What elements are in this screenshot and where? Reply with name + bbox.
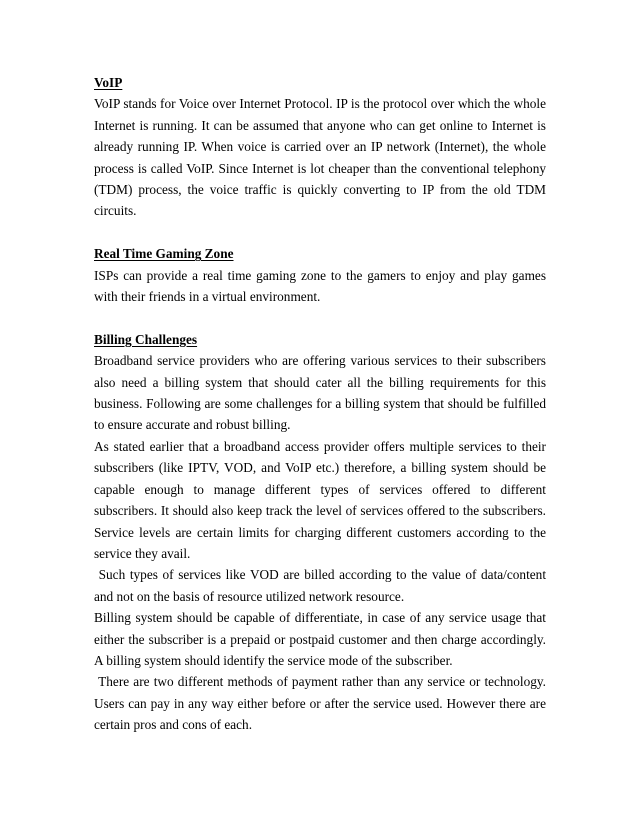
document-page: [94, 72, 550, 736]
section-heading-billing: Billing Challenges: [94, 331, 198, 347]
gaming-zone-paragraph: ISPs can provide a real time gaming zone to the gamers to enjoy and play games with their friends in a virtual environment.: [94, 267, 546, 305]
billing-paragraph-1: Broadband service providers who are offering various services to their subscribers also need a billing system that should cater all the billing requirements for this business. Following are some challenges for a billing system that should be fulfilled to ensure accurate and robust billing.: [94, 353, 546, 433]
section-heading-voip: VoIP: [94, 75, 123, 90]
section-heading-gaming-zone: Real Time Gaming Zone: [94, 246, 234, 262]
section-spacer: [94, 307, 546, 328]
billing-paragraph-4: Billing system should be capable of differentiate, in case of any service usage that either the subscriber is a prepaid or postpaid customer and then charge accordingly. A billing system should identify the service mode of the subscriber.: [94, 610, 546, 668]
billing-paragraph-3: Such types of services like VOD are billed according to the value of data/content and not on the basis of resource utilized network resource.: [94, 567, 550, 604]
billing-paragraph-5: There are two different methods of payment rather than any service or technology. Users can pay in any way either before or after the service used. However there are certain pros and cons of each.: [94, 674, 550, 733]
voip-paragraph: VoIP stands for Voice over Internet Protocol. IP is the protocol over which the whole Internet is running. It can be assumed that anyone who can get online to Internet is already running IP. When voice is carried over an IP network (Internet), the whole process is called VoIP. Since Internet is lot cheaper than the conventional telephony (TDM) process, the voice traffic is quickly converting to IP from the old TDM circuits.: [94, 96, 546, 219]
section-spacer: [94, 222, 546, 243]
billing-paragraph-2: As stated earlier that a broadband access provider offers multiple services to their subscribers (like IPTV, VOD, and VoIP etc.) therefore, a billing system should be capable enough to manage different types of services offered to different subscribers. It should also keep track the level of services offered to the subscribers. Service levels are certain limits for charging different customers according to the service they avail.: [94, 438, 546, 561]
